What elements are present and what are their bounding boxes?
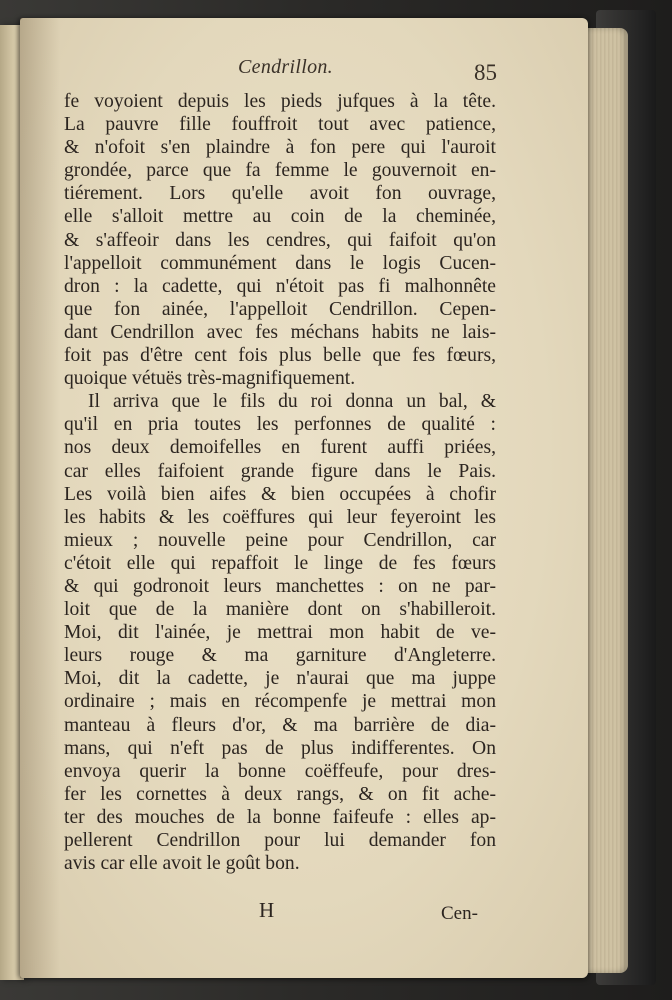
text-line: qu'il en pria toutes les perfonnes de qualité :: [64, 414, 496, 436]
text-line: Moi, dit la cadette, je n'aurai que ma juppe: [64, 668, 496, 690]
text-line: fe voyoient depuis les pieds jufques à la tête.: [64, 91, 496, 112]
page-number: 85: [474, 60, 497, 85]
text-line: Moi, dit l'ainée, je mettrai mon habit de ve-: [64, 622, 496, 644]
text-line: Les voilà bien aifes & bien occupées à chofir: [64, 483, 496, 505]
text-line: nos deux demoifelles en furent auffi priées,: [64, 437, 496, 459]
text-line: ter des mouches de la bonne faifeufe : elles ap-: [64, 806, 496, 828]
text-line: les habits & les coëffures qui leur feyeroint les: [64, 506, 496, 528]
text-line: & qui godronoit leurs manchettes : on ne par-: [64, 575, 496, 597]
text-line: dant Cendrillon avec fes méchans habits ne lais-: [64, 321, 496, 343]
text-line: car elles faifoient grande figure dans le Pais.: [64, 460, 496, 482]
text-line: c'étoit elle qui repaffoit le linge de fes fœurs: [64, 552, 496, 574]
catchword: Cen-: [441, 903, 478, 924]
body-text: [64, 90, 496, 875]
running-head: Cendrillon.: [238, 56, 333, 78]
text-line: quoique vétuës très-magnifiquement.: [64, 368, 356, 390]
text-line: l'appelloit communément dans le logis Cucen-: [64, 252, 496, 274]
text-line: dron : la cadette, qui n'étoit pas fi malhonnête: [64, 275, 496, 297]
text-line: leurs rouge & ma garniture d'Angleterre.: [64, 645, 496, 667]
text-line: avis car elle avoit le goût bon.: [64, 853, 300, 875]
text-line: tiérement. Lors qu'elle avoit fon ouvrage,: [64, 183, 496, 205]
text-line: & s'affeoir dans les cendres, qui faifoit qu'on: [64, 229, 496, 251]
text-line: envoya querir la bonne coëffeufe, pour dres-: [64, 760, 496, 782]
text-line: loit que de la manière dont on s'habilleroit.: [64, 599, 496, 621]
text-line: pellerent Cendrillon pour lui demander fon: [64, 830, 496, 851]
text-line: foit pas d'être cent fois plus belle que fes fœurs,: [64, 345, 496, 367]
text-line: & n'ofoit s'en plaindre à fon pere qui l'auroit: [64, 137, 496, 159]
text-line: La pauvre fille fouffroit tout avec patience,: [64, 114, 496, 136]
text-line: grondée, parce que fa femme le gouvernoit en-: [64, 160, 496, 182]
text-line: fer les cornettes à deux rangs, & on fit ache-: [64, 783, 496, 805]
text-line: mans, qui n'eft pas de plus indifferentes. On: [64, 737, 496, 759]
text-line: manteau à fleurs d'or, & ma barrière de dia-: [64, 714, 496, 736]
text-line: que fon ainée, l'appelloit Cendrillon. Cepen-: [64, 298, 496, 320]
text-line: ordinaire ; mais en récompenfe je mettrai mon: [64, 691, 496, 713]
text-line: Il arriva que le fils du roi donna un bal, &: [88, 391, 496, 413]
text-line: elle s'alloit mettre au coin de la cheminée,: [64, 206, 496, 228]
text-line: mieux ; nouvelle peine pour Cendrillon, car: [64, 529, 496, 551]
signature-mark: H: [259, 898, 275, 922]
